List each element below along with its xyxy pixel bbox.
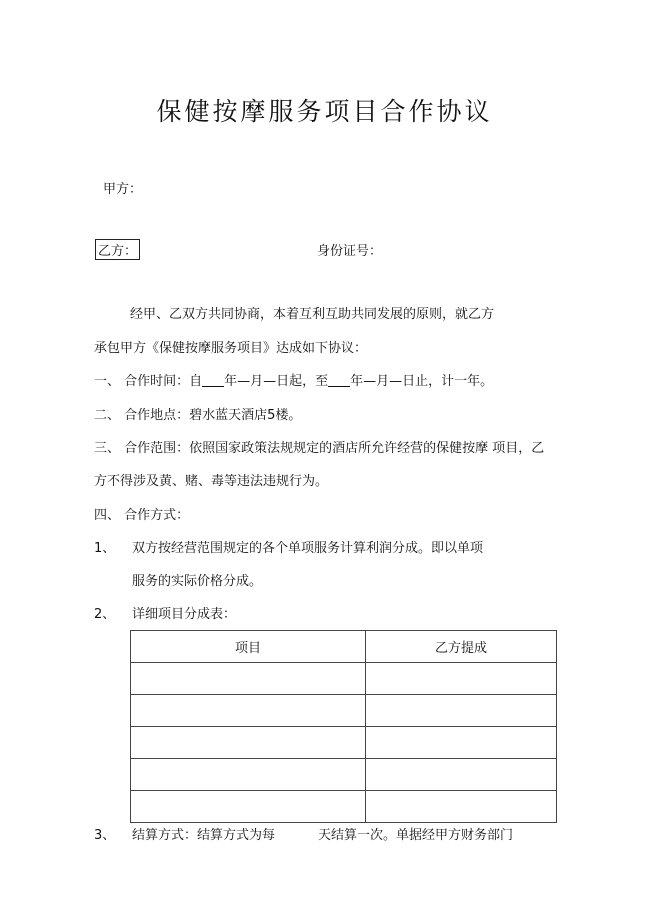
commission-table	[130, 630, 557, 823]
table-row	[131, 663, 557, 695]
blank-start-year	[202, 374, 224, 387]
blank-end-year	[328, 374, 350, 387]
table-cell	[131, 695, 366, 727]
table-cell	[366, 759, 557, 791]
intro-line-1: 经甲、乙双方共同协商，本着互利互助共同发展的原则，就乙方	[130, 307, 495, 322]
table-row	[131, 791, 557, 823]
clause-3-line-1: 三、 合作范围：依照国家政策法规规定的酒店所允许经营的保健按摩 项目，乙	[94, 441, 545, 456]
table-row	[131, 759, 557, 791]
item-3-number: 3、	[94, 828, 116, 843]
table-cell	[131, 791, 366, 823]
item-1-line-2: 服务的实际价格分成。	[132, 574, 263, 589]
item-2-number: 2、	[94, 607, 116, 622]
clause-2-location: 二、 合作地点：碧水蓝天酒店5楼。	[94, 408, 302, 423]
table-cell	[366, 727, 557, 759]
clause-1-mid-2: 年—月—日止，计一年。	[350, 374, 494, 389]
item-3-part-1: 结算方式：结算方式为每	[132, 828, 276, 843]
table-header-commission: 乙方提成	[366, 631, 557, 663]
clause-4-heading: 四、 合作方式：	[94, 508, 190, 523]
table-cell	[131, 727, 366, 759]
party-a-label: 甲方：	[103, 182, 143, 197]
clause-1-cooperation-time	[94, 370, 493, 389]
item-1-line-1: 双方按经营范围规定的各个单项服务计算利润分成。即以单项	[132, 541, 484, 556]
intro-line-2: 承包甲方《保健按摩服务项目》达成如下协议：	[94, 341, 368, 356]
item-2-text: 详细项目分成表：	[132, 607, 237, 622]
table-row	[131, 695, 557, 727]
id-number-label: 身份证号：	[317, 244, 383, 259]
table-header-row	[131, 631, 557, 663]
clause-1-mid-1: 年—月—日起，至	[224, 374, 329, 389]
table-cell	[131, 759, 366, 791]
clause-1-prefix: 一、 合作时间：自	[94, 374, 203, 389]
document-title: 保健按摩服务项目合作协议	[156, 97, 493, 126]
table-cell	[131, 663, 366, 695]
clause-3-line-2: 方不得涉及黄、赌、毒等违法违规行为。	[94, 474, 329, 489]
table-cell	[366, 695, 557, 727]
item-3-part-2: 天结算一次。单据经甲方财务部门	[318, 828, 514, 843]
table-row	[131, 727, 557, 759]
table-cell	[366, 663, 557, 695]
item-1-number: 1、	[94, 541, 116, 556]
party-b-label: 乙方：	[95, 239, 140, 260]
table-cell	[366, 791, 557, 823]
table-header-item: 项目	[131, 631, 366, 663]
